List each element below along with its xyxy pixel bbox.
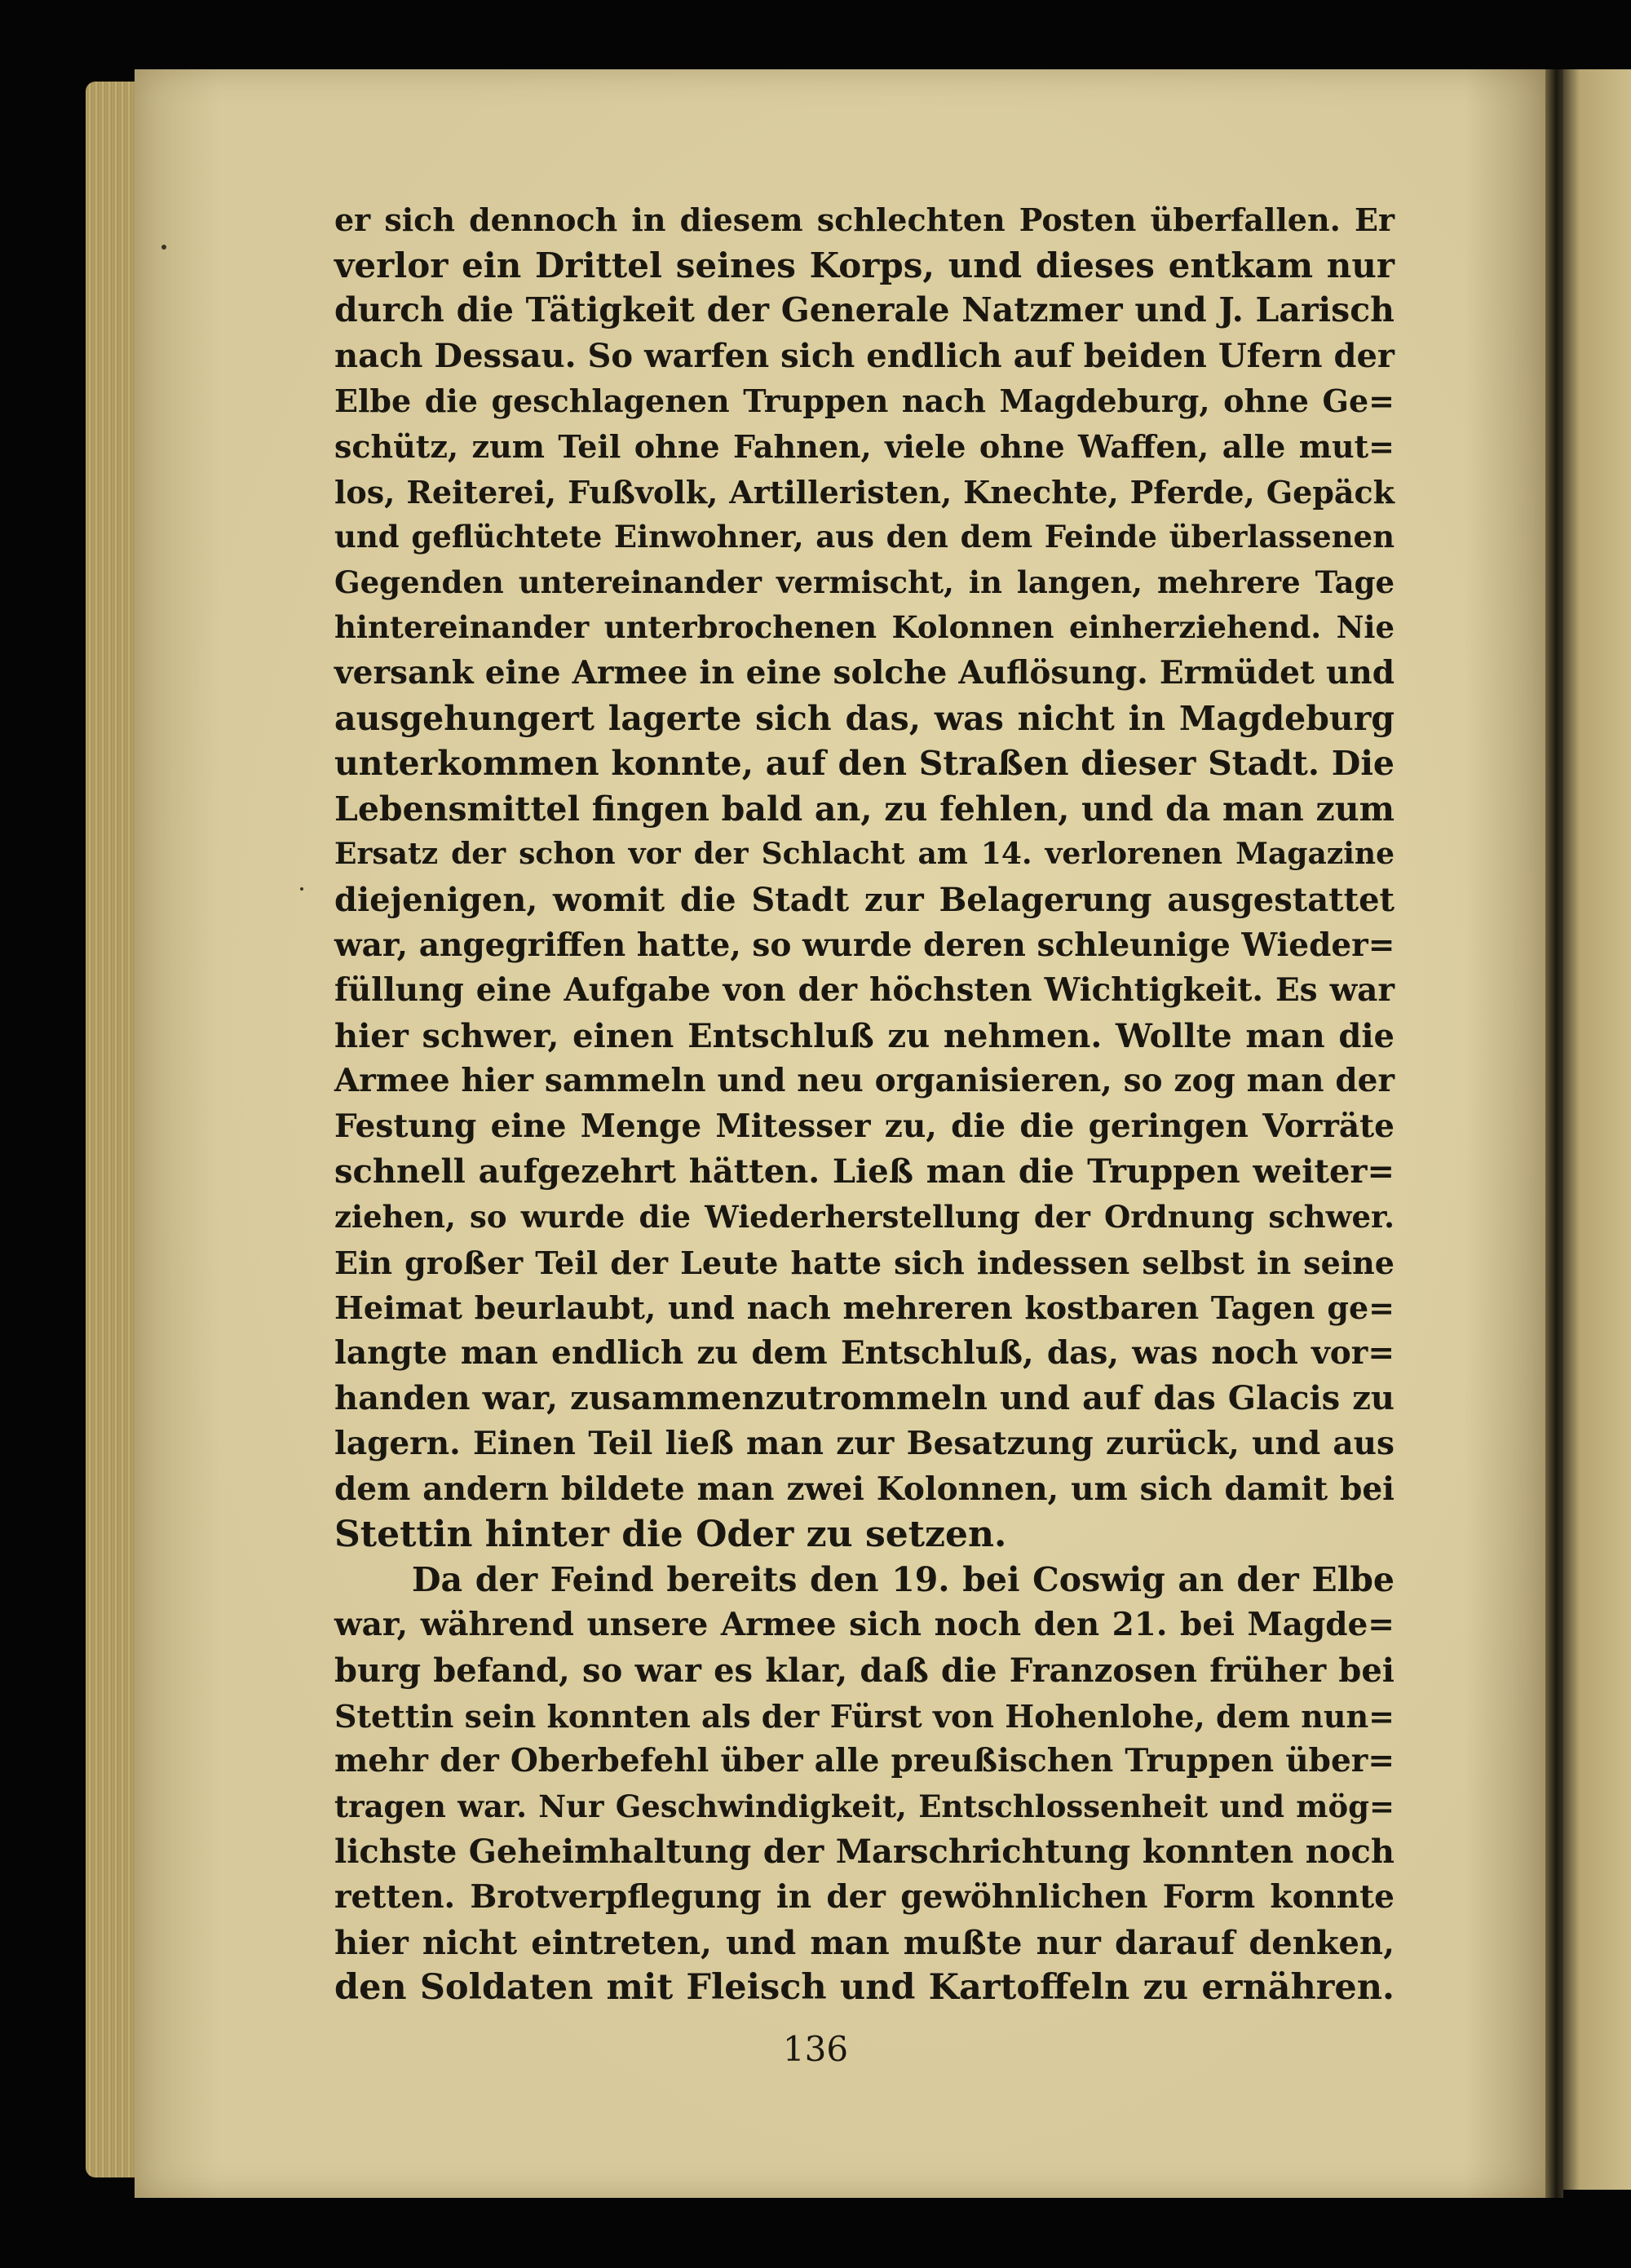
text-line: langte man endlich zu dem Entschluß, das, was noch vor= bbox=[334, 1333, 1395, 1372]
text-line: durch die Tätigkeit der Generale Natzmer und J. Larisch bbox=[334, 290, 1395, 330]
text-line: Ein großer Teil der Leute hatte sich indessen selbst in seine bbox=[334, 1244, 1395, 1281]
book-gutter bbox=[1545, 69, 1563, 2198]
text-line: Da der Feind bereits den 19. bei Coswig an der Elbe bbox=[412, 1559, 1395, 1599]
text-line: war, während unsere Armee sich noch den 21. bei Magde= bbox=[334, 1606, 1395, 1644]
text-line: los, Reiterei, Fußvolk, Artilleristen, Knechte, Pferde, Gepäck bbox=[334, 473, 1395, 511]
text-line: Armee hier sammeln und neu organisieren, so zog man der bbox=[334, 1062, 1395, 1100]
text-line: Lebensmittel fingen bald an, zu fehlen, und da man zum bbox=[334, 789, 1395, 829]
paper-speck bbox=[161, 245, 166, 250]
text-line: lichste Geheimhaltung der Marschrichtung konnten noch bbox=[334, 1833, 1395, 1872]
text-line: ausgehungert lagerte sich das, was nicht in Magdeburg bbox=[334, 698, 1395, 738]
text-line: schütz, zum Teil ohne Fahnen, viele ohne Waffen, alle mut= bbox=[334, 427, 1395, 465]
text-line: ziehen, so wurde die Wiederherstellung der Ordnung schwer. bbox=[334, 1199, 1395, 1236]
text-line: war, angegriffen hatte, so wurde deren schleunige Wieder= bbox=[334, 926, 1395, 964]
text-line: mehr der Oberbefehl über alle preußischen Truppen über= bbox=[334, 1742, 1395, 1780]
text-line: burg befand, so war es klar, daß die Franzosen früher bei bbox=[334, 1651, 1395, 1690]
text-line: Stettin sein konnten als der Fürst von Hohenlohe, dem nun= bbox=[334, 1697, 1395, 1735]
text-line: verlor ein Drittel seines Korps, und dieses entkam nur bbox=[334, 245, 1395, 285]
text-line: dem andern bildete man zwei Kolonnen, um sich damit bei bbox=[334, 1470, 1395, 1508]
text-line: er sich dennoch in diesem schlechten Posten überfallen. Er bbox=[334, 201, 1395, 238]
text-line: schnell aufgezehrt hätten. Ließ man die Truppen weiter= bbox=[334, 1152, 1395, 1191]
text-line: retten. Brotverpflegung in der gewöhnlichen Form konnte bbox=[334, 1877, 1395, 1916]
text-line: Ersatz der schon vor der Schlacht am 14. verlorenen Magazine bbox=[334, 837, 1395, 872]
text-line: nach Dessau. So warfen sich endlich auf beiden Ufern der bbox=[334, 336, 1395, 375]
text-line: versank eine Armee in eine solche Auflösung. Ermüdet und bbox=[334, 653, 1395, 692]
text-line: Festung eine Menge Mitesser zu, die die geringen Vorräte bbox=[334, 1107, 1395, 1145]
text-line: Gegenden untereinander vermischt, in langen, mehrere Tage bbox=[334, 564, 1395, 600]
page-number: 136 bbox=[782, 2029, 849, 2069]
text-line: den Soldaten mit Fleisch und Kartoffeln zu ernähren. bbox=[334, 1967, 1395, 2009]
text-line: unterkommen konnte, auf den Straßen dieser Stadt. Die bbox=[334, 744, 1395, 784]
text-line: füllung eine Aufgabe von der höchsten Wichtigkeit. Es war bbox=[334, 971, 1395, 1010]
paragraph bbox=[334, 197, 1395, 1558]
text-line: Stettin hinter die Oder zu setzen. bbox=[334, 1514, 1007, 1556]
paragraph bbox=[334, 1558, 1395, 2011]
text-line: hintereinander unterbrochenen Kolonnen einherziehend. Nie bbox=[334, 609, 1395, 646]
text-line: Heimat beurlaubt, und nach mehreren kostbaren Tagen ge= bbox=[334, 1289, 1395, 1327]
text-line: lagern. Einen Teil ließ man zur Besatzung zurück, und aus bbox=[334, 1425, 1395, 1463]
text-line: und geflüchtete Einwohner, aus den dem Feinde überlassenen bbox=[334, 519, 1395, 555]
text-line: diejenigen, womit die Stadt zur Belagerung ausgestattet bbox=[334, 880, 1395, 919]
text-line: hier nicht eintreten, und man mußte nur darauf denken, bbox=[334, 1923, 1395, 1962]
paper-speck bbox=[300, 887, 303, 891]
text-line: hier schwer, einen Entschluß zu nehmen. Wollte man die bbox=[334, 1016, 1395, 1055]
text-line: Elbe die geschlagenen Truppen nach Magdeburg, ohne Ge= bbox=[334, 382, 1395, 420]
body-text bbox=[334, 197, 1395, 2011]
facing-page-edge bbox=[1558, 69, 1631, 2190]
text-line: handen war, zusammenzutrommeln und auf das Glacis zu bbox=[334, 1379, 1395, 1418]
text-line: tragen war. Nur Geschwindigkeit, Entschlossenheit und mög= bbox=[334, 1788, 1395, 1824]
